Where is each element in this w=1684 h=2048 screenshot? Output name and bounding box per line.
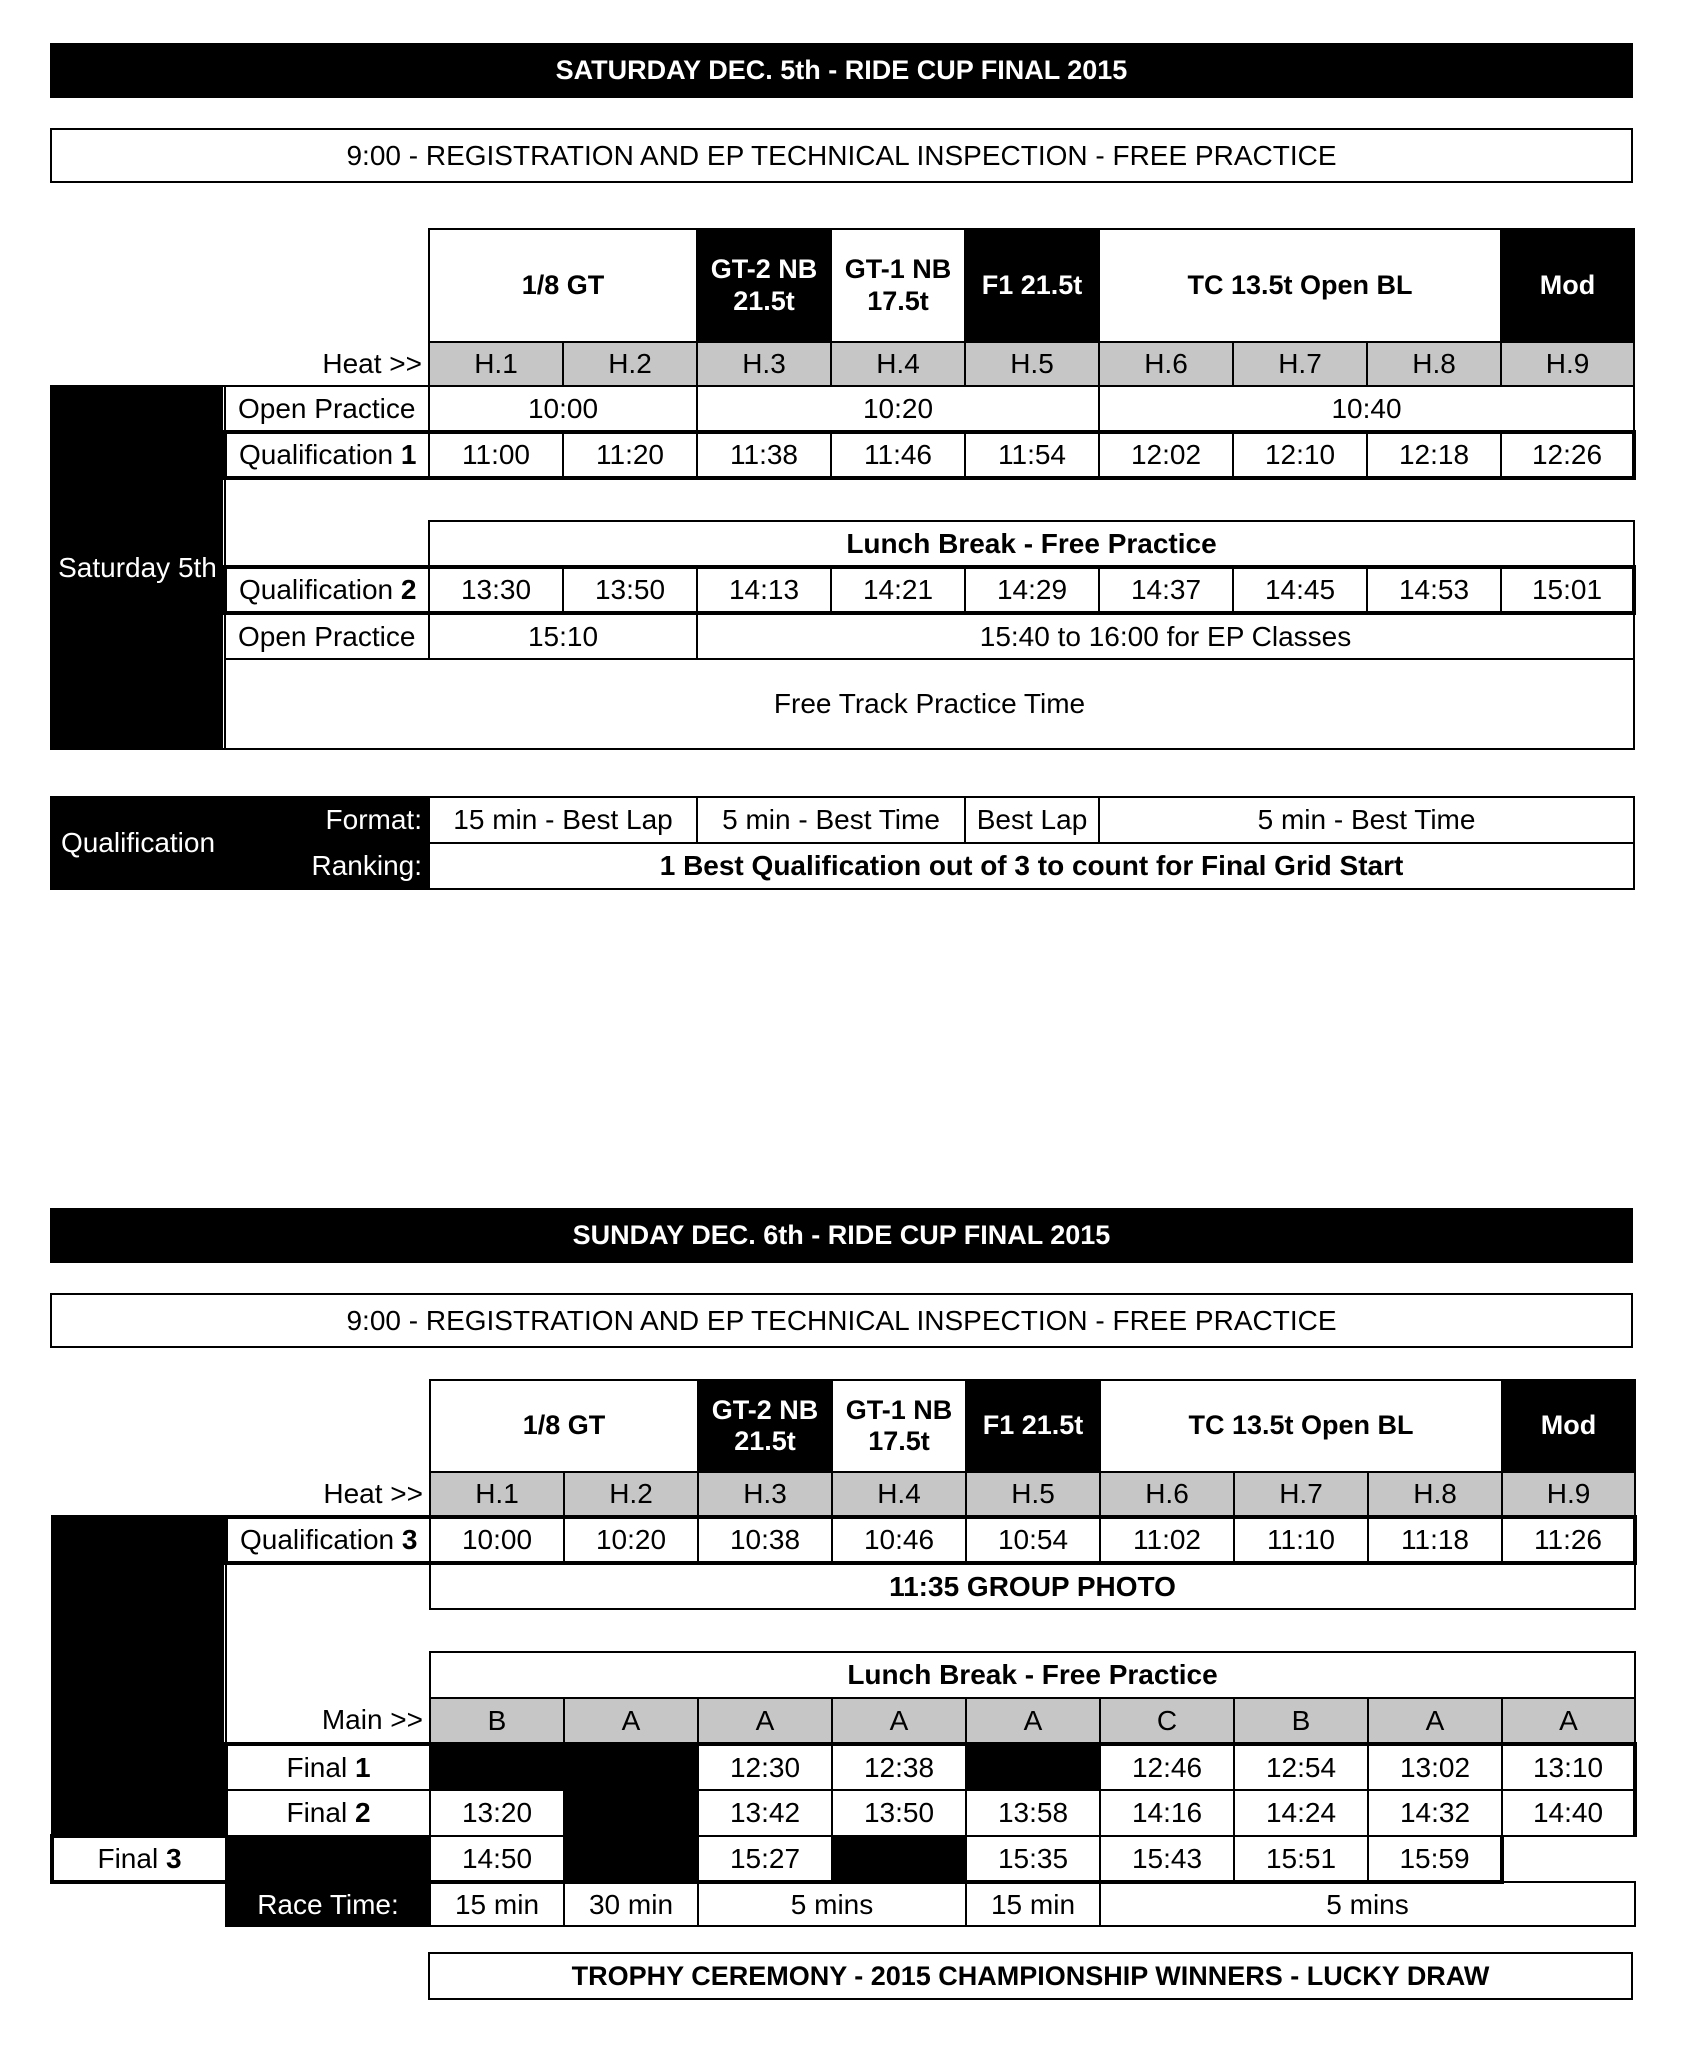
heat-cell: H.9	[1501, 342, 1634, 386]
blocked-cell	[564, 1744, 698, 1790]
saturday-free-track-row	[51, 659, 1634, 749]
final-1-label	[226, 1744, 430, 1790]
saturday-registration-banner: 9:00 - REGISTRATION AND EP TECHNICAL INSPECTION - FREE PRACTICE	[50, 128, 1633, 183]
time-cell: 15:27	[698, 1836, 832, 1882]
time-cell: 10:00	[429, 386, 697, 432]
qualification-number: 2	[400, 574, 417, 605]
time-cell: 12:54	[1234, 1744, 1368, 1790]
saturday-day-label: Saturday 5th	[51, 386, 225, 749]
time-cell: 12:10	[1233, 432, 1367, 478]
class-f1: F1 21.5t	[966, 1380, 1100, 1472]
time-cell: 14:40	[1502, 1790, 1635, 1836]
final-label-text: Final	[286, 1751, 348, 1783]
group-photo: 11:35 GROUP PHOTO	[430, 1563, 1635, 1609]
class-gt2-nb: GT-2 NB 21.5t	[698, 1380, 832, 1472]
time-cell: 15:35	[966, 1836, 1100, 1882]
final-1-row	[52, 1744, 1635, 1790]
heat-cell: H.6	[1099, 342, 1233, 386]
spacer-row	[52, 1609, 1635, 1652]
sunday-qualification-3-row	[52, 1517, 1635, 1563]
sunday-lunch-row	[52, 1652, 1635, 1698]
qualification-label-text: Qualification	[240, 1524, 395, 1555]
time-cell: 10:38	[698, 1517, 832, 1563]
time-cell: 11:20	[563, 432, 697, 478]
heat-cell: H.5	[965, 342, 1099, 386]
sunday-title-bar: SUNDAY DEC. 6th - RIDE CUP FINAL 2015	[50, 1208, 1633, 1263]
saturday-class-row	[51, 229, 1634, 342]
ep-practice-cell: 15:40 to 16:00 for EP Classes	[697, 613, 1634, 659]
heat-cell: H.3	[697, 342, 831, 386]
final-2-row	[52, 1790, 1635, 1836]
class-1-8-gt: 1/8 GT	[430, 1380, 698, 1472]
final-3-row	[52, 1836, 1635, 1882]
blocked-cell	[564, 1836, 698, 1882]
main-cell: A	[698, 1698, 832, 1744]
class-1-8-gt: 1/8 GT	[429, 229, 697, 342]
time-cell: 12:26	[1501, 432, 1634, 478]
saturday-qualification-2-row	[51, 567, 1634, 613]
blocked-cell	[226, 1836, 430, 1882]
time-cell: 13:58	[966, 1790, 1100, 1836]
race-time-cell: 15 min	[430, 1882, 564, 1926]
heat-cell: H.5	[966, 1472, 1100, 1517]
format-cell: Best Lap	[965, 797, 1099, 843]
time-cell: 14:45	[1233, 567, 1367, 613]
time-cell: 13:42	[698, 1790, 832, 1836]
final-3-label	[52, 1836, 226, 1882]
heat-cell: H.1	[430, 1472, 564, 1517]
sunday-day-label	[52, 1517, 226, 1836]
time-cell: 12:46	[1100, 1744, 1234, 1790]
heat-cell: H.8	[1367, 342, 1501, 386]
time-cell: 13:50	[563, 567, 697, 613]
time-cell: 12:18	[1367, 432, 1501, 478]
heat-cell: H.8	[1368, 1472, 1502, 1517]
time-cell: 15:43	[1100, 1836, 1234, 1882]
main-cell: A	[1502, 1698, 1635, 1744]
time-cell: 10:40	[1099, 386, 1634, 432]
main-cell: C	[1100, 1698, 1234, 1744]
final-number: 2	[354, 1797, 371, 1828]
class-mod: Mod	[1501, 229, 1634, 342]
time-cell: 14:37	[1099, 567, 1233, 613]
main-cell: B	[430, 1698, 564, 1744]
final-label-text: Final	[97, 1843, 159, 1874]
final-label-text: Final	[286, 1797, 348, 1828]
lunch-break: Lunch Break - Free Practice	[429, 521, 1634, 567]
heat-cell: H.3	[698, 1472, 832, 1517]
saturday-open-practice-2-row	[51, 613, 1634, 659]
time-cell: 14:21	[831, 567, 965, 613]
saturday-title-bar: SATURDAY DEC. 5th - RIDE CUP FINAL 2015	[50, 43, 1633, 98]
final-number: 3	[165, 1843, 182, 1874]
sunday-registration-banner: 9:00 - REGISTRATION AND EP TECHNICAL INSPECTION - FREE PRACTICE	[50, 1293, 1633, 1348]
heat-cell: H.7	[1233, 342, 1367, 386]
qualification-number: 1	[400, 439, 417, 470]
time-cell: 11:46	[831, 432, 965, 478]
ranking-cell: 1 Best Qualification out of 3 to count for Final Grid Start	[429, 843, 1634, 889]
blocked-cell	[430, 1744, 564, 1790]
time-cell: 15:01	[1501, 567, 1634, 613]
heat-cell: H.4	[832, 1472, 966, 1517]
heat-cell: H.2	[563, 342, 697, 386]
format-cell: 5 min - Best Time	[697, 797, 965, 843]
time-cell: 14:24	[1234, 1790, 1368, 1836]
qualification-1-label	[225, 432, 429, 478]
time-cell: 14:32	[1368, 1790, 1502, 1836]
format-cell: 5 min - Best Time	[1099, 797, 1634, 843]
time-cell: 10:00	[430, 1517, 564, 1563]
heat-label: Heat >>	[322, 347, 422, 379]
qualification-3-label	[226, 1517, 430, 1563]
class-gt1-nb: GT-1 NB 17.5t	[831, 229, 965, 342]
time-cell: 10:20	[564, 1517, 698, 1563]
race-time-row	[52, 1882, 1635, 1926]
sunday-class-row	[52, 1380, 1635, 1472]
sunday-group-photo-row	[52, 1563, 1635, 1609]
time-cell: 15:10	[429, 613, 697, 659]
time-cell: 13:10	[1502, 1744, 1635, 1790]
blocked-cell	[966, 1744, 1100, 1790]
blocked-cell	[832, 1836, 966, 1882]
time-cell: 10:46	[832, 1517, 966, 1563]
time-cell: 14:16	[1100, 1790, 1234, 1836]
qualification-format-table	[50, 796, 1635, 890]
final-2-label	[226, 1790, 430, 1836]
time-cell: 14:53	[1367, 567, 1501, 613]
race-time-cell: 15 min	[966, 1882, 1100, 1926]
ranking-label: Ranking:	[225, 843, 429, 889]
time-cell: 13:20	[430, 1790, 564, 1836]
format-cell: 15 min - Best Lap	[429, 797, 697, 843]
main-cell: A	[832, 1698, 966, 1744]
time-cell: 12:38	[832, 1744, 966, 1790]
time-cell: 14:13	[697, 567, 831, 613]
lunch-break: Lunch Break - Free Practice	[430, 1652, 1635, 1698]
saturday-qualification-1-row	[51, 432, 1634, 478]
qualification-section-label: Qualification	[51, 797, 225, 889]
sunday-main-row	[52, 1698, 1635, 1744]
time-cell: 14:29	[965, 567, 1099, 613]
heat-cell: H.4	[831, 342, 965, 386]
class-tc-open-bl: TC 13.5t Open BL	[1099, 229, 1501, 342]
time-cell: 12:02	[1099, 432, 1233, 478]
race-time-cell: 5 mins	[1100, 1882, 1635, 1926]
class-gt2-nb: GT-2 NB 21.5t	[697, 229, 831, 342]
heat-label: Heat >>	[323, 1477, 423, 1509]
qualification-label-text: Qualification	[239, 574, 394, 605]
class-tc-open-bl: TC 13.5t Open BL	[1100, 1380, 1502, 1472]
time-cell: 11:00	[429, 432, 563, 478]
main-label: Main >>	[321, 1704, 423, 1735]
class-mod: Mod	[1502, 1380, 1635, 1472]
saturday-lunch-row	[51, 521, 1634, 567]
trophy-ceremony-banner: TROPHY CEREMONY - 2015 CHAMPIONSHIP WINNERS - LUCKY DRAW	[428, 1952, 1633, 2000]
qualification-2-label	[225, 567, 429, 613]
format-label: Format:	[225, 797, 429, 843]
time-cell: 10:20	[697, 386, 1099, 432]
spacer-row	[51, 478, 1634, 521]
main-cell: A	[966, 1698, 1100, 1744]
time-cell: 11:54	[965, 432, 1099, 478]
race-time-cell: 5 mins	[698, 1882, 966, 1926]
sunday-schedule-table	[50, 1379, 1637, 1927]
time-cell: 14:50	[430, 1836, 564, 1882]
time-cell: 13:50	[832, 1790, 966, 1836]
time-cell: 12:30	[698, 1744, 832, 1790]
heat-cell: H.1	[429, 342, 563, 386]
time-cell: 11:18	[1368, 1517, 1502, 1563]
heat-cell: H.2	[564, 1472, 698, 1517]
main-cell: B	[1234, 1698, 1368, 1744]
blocked-cell	[564, 1790, 698, 1836]
sunday-heat-row	[52, 1472, 1635, 1517]
time-cell: 15:51	[1234, 1836, 1368, 1882]
qualification-label-text: Qualification	[239, 439, 394, 470]
main-cell: A	[564, 1698, 698, 1744]
time-cell: 11:26	[1502, 1517, 1635, 1563]
time-cell: 11:10	[1234, 1517, 1368, 1563]
heat-cell: H.9	[1502, 1472, 1635, 1517]
race-time-cell: 30 min	[564, 1882, 698, 1926]
race-time-label: Race Time:	[226, 1882, 430, 1926]
final-number: 1	[354, 1751, 371, 1783]
saturday-schedule-table	[50, 228, 1636, 750]
open-practice-label: Open Practice	[225, 613, 429, 659]
class-gt1-nb: GT-1 NB 17.5t	[832, 1380, 966, 1472]
time-cell: 15:59	[1368, 1836, 1502, 1882]
time-cell: 11:02	[1100, 1517, 1234, 1563]
time-cell: 10:54	[966, 1517, 1100, 1563]
format-row	[51, 797, 1634, 843]
time-cell: 11:38	[697, 432, 831, 478]
qualification-number: 3	[401, 1524, 418, 1555]
heat-cell: H.7	[1234, 1472, 1368, 1517]
main-cell: A	[1368, 1698, 1502, 1744]
time-cell: 13:02	[1368, 1744, 1502, 1790]
saturday-heat-row	[51, 342, 1634, 386]
free-track-practice: Free Track Practice Time	[225, 659, 1634, 749]
open-practice-label: Open Practice	[225, 386, 429, 432]
ranking-row	[51, 843, 1634, 889]
class-f1: F1 21.5t	[965, 229, 1099, 342]
heat-cell: H.6	[1100, 1472, 1234, 1517]
saturday-open-practice-row	[51, 386, 1634, 432]
time-cell: 13:30	[429, 567, 563, 613]
